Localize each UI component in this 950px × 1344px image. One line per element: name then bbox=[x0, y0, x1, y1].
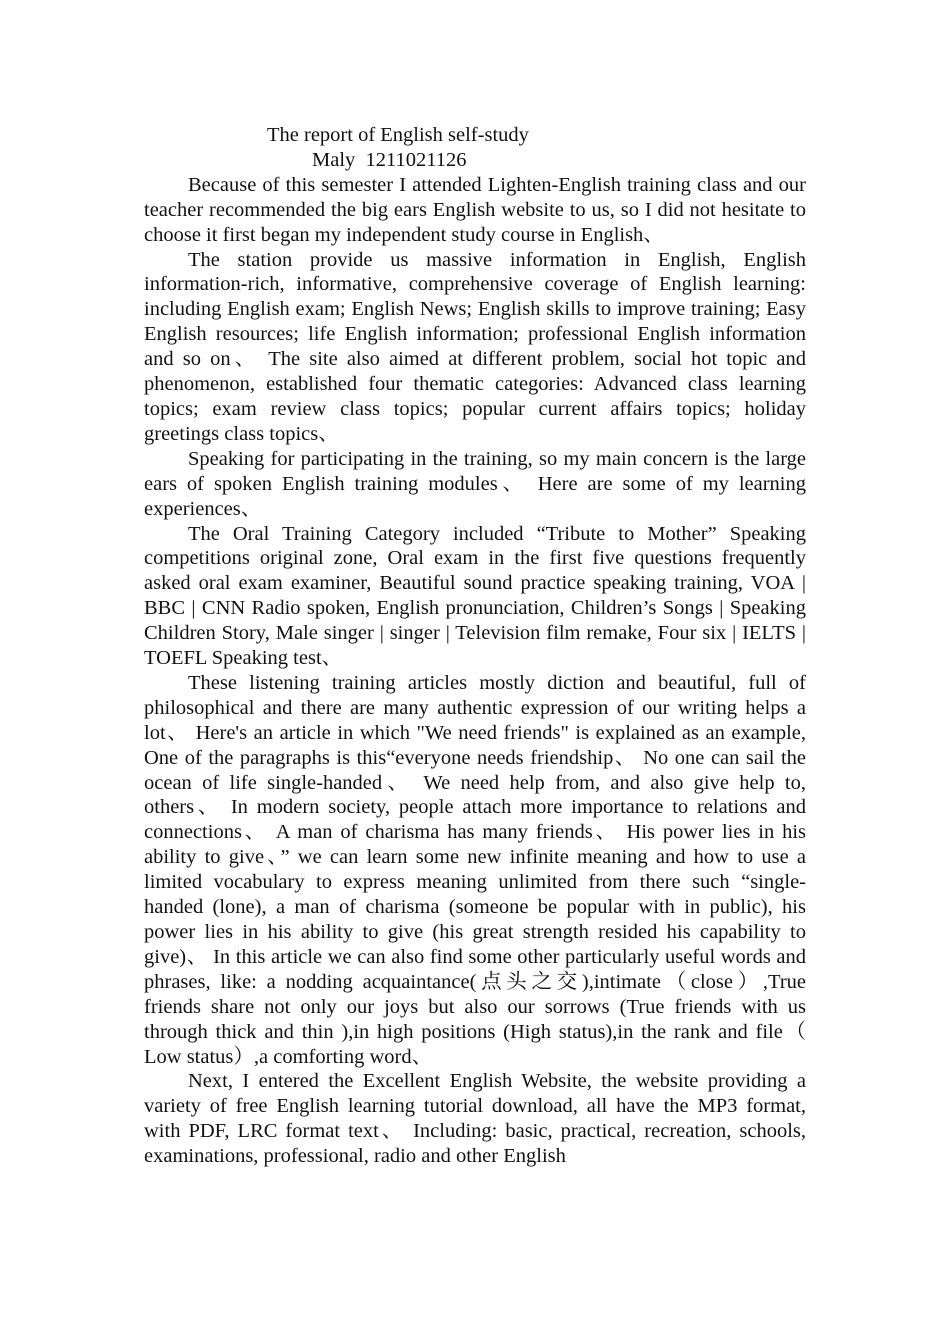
paragraph: Because of this semester I attended Lighten-English training class and our teacher recommended the big ears English website to us, so I did not hesitate to choose it first began my independent study course in English、 bbox=[144, 173, 806, 246]
paragraph: The Oral Training Category included “Tribute to Mother” Speaking competitions original zone, Oral exam in the first five questions frequently asked oral exam examiner, Beautiful sound practice speaking training, VOA | BBC | CNN Radio spoken, English pronunciation, Children’s Songs | Speaking Children Story, Male singer | singer | Television film remake, Four six | IELTS | TOEFL Speaking test、 bbox=[144, 522, 806, 670]
author-line: Maly 1211021126 bbox=[312, 148, 467, 171]
paragraph: These listening training articles mostly diction and beautiful, full of philosophical and there are many authentic expression of our writing helps a lot、 Here's an article in which "We need friends" is explained as an example, One of the paragraphs is this“everyone needs friendship、 No one can sail the ocean of life single-handed、 We need help from, and also give help to, others、 In modern society, people attach more importance to relations and connections、 A man of charisma has many friends、 His power lies in his ability to give、” we can learn some new infinite meaning and how to use a limited vocabulary to express meaning unlimited from there such “single-handed (lone), a man of charisma (someone be popular with in public), his power lies in his ability to give (his great strength resided his capability to give)、 In this article we can also find some other particularly useful words and phrases, like: a nodding acquaintance(点头之交),intimate（close）,True friends share not only our joys but also our sorrows (True friends with us through thick and thin ),in high positions (High status),in the rank and file（ Low status）,a comforting word、 bbox=[144, 671, 806, 1068]
paragraph: Speaking for participating in the training, so my main concern is the large ears of spoken English training modules、 Here are some of my learning experiences、 bbox=[144, 447, 806, 520]
paragraph: Next, I entered the Excellent English Website, the website providing a variety of free English learning tutorial download, all have the MP3 format, with PDF, LRC format text、 Including: basic, practical, recreation, schools, examinations, professional, radio and other English bbox=[144, 1070, 806, 1168]
document-title: The report of English self-study bbox=[267, 124, 529, 146]
document-body bbox=[144, 123, 806, 1169]
paragraph: The station provide us massive information in English, English information-rich, informative, comprehensive coverage of English learning: including English exam; English News; English skills to improve training; Easy English resources; life English information; professional English information and so on、 The site also aimed at different problem, social hot topic and phenomenon, established four thematic categories: Advanced class learning topics; exam review class topics; popular current affairs topics; holiday greetings class topics、 bbox=[144, 248, 806, 445]
